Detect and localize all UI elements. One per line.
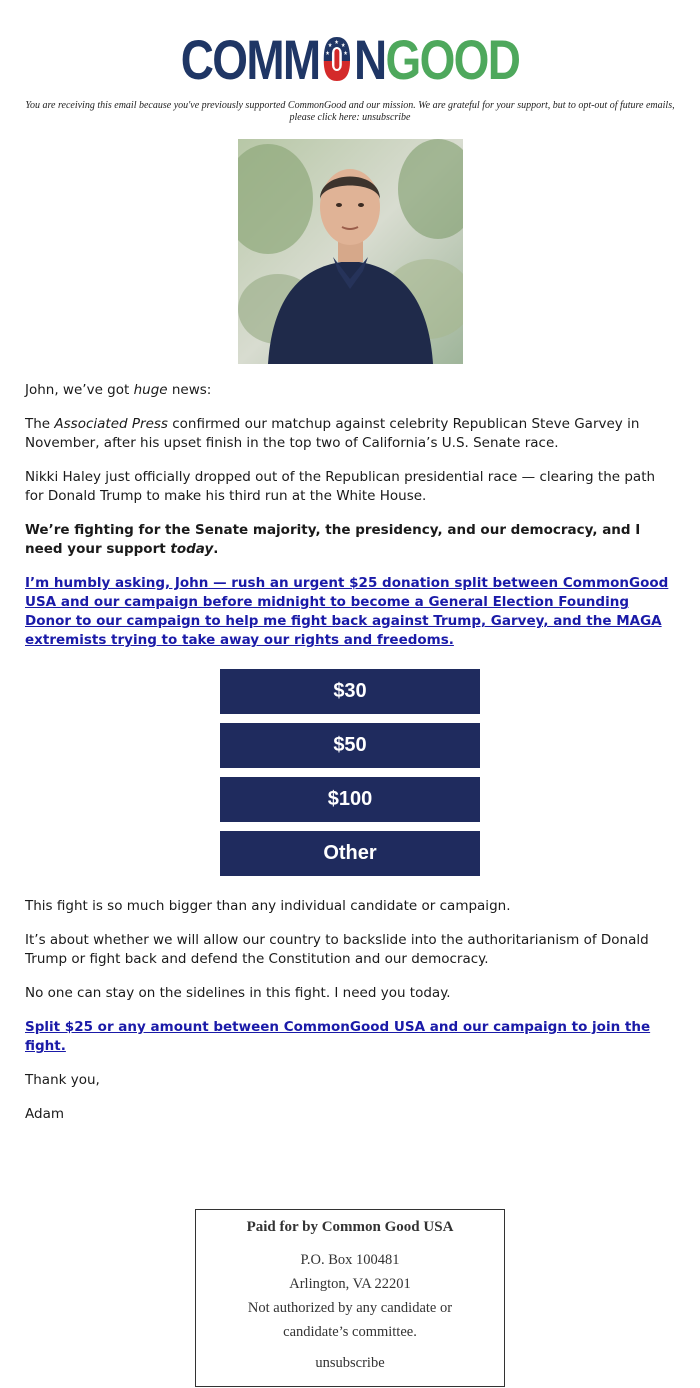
greeting-prefix: John, we’ve got [25,382,134,398]
donation-ask-link[interactable]: I’m humbly asking, John — rush an urgent $25 donation split between CommonGood USA and our campaign before midnight to become a General Election Founding Donor to our campaign to help me fight back against Trump, Garvey, and the MAGA extremists trying to take away our rights and freedoms. [25,575,669,648]
not-authorized-line-1: Not authorized by any candidate or [247,1300,453,1316]
footer-address [196,1248,504,1344]
p1-suffix: confirmed our matchup against celebrity Republican Steve Garvey in November, after his upset finish in the top two of California’s U.S. Senate race. [25,416,640,451]
candidate-photo-image [238,139,463,364]
p1-prefix: The [25,416,55,432]
paragraph-haley: Nikki Haley just officially dropped out of the Republican presidential race — clearing the path for Donald Trump to make his third run at the White House. [25,469,656,504]
city-state: Arlington, VA 22201 [289,1276,411,1292]
donate-50-button[interactable]: $50 [220,723,480,768]
svg-text:★: ★ [327,42,331,50]
closing: Thank you, [25,1072,100,1088]
paragraph-bigger: This fight is so much bigger than any individual candidate or campaign. [25,898,511,914]
disclaimer-text: You are receiving this email because you've previously supported CommonGood and our mission. We are grateful for your support, but to opt-out of future emails, please click here: [25,100,675,123]
donate-30-button[interactable]: $30 [220,669,480,714]
greeting [25,381,675,400]
logo-star-o-icon [320,35,353,83]
paragraph-sidelines: No one can stay on the sidelines in this fight. I need you today. [25,985,451,1001]
logo-n-text: N [353,28,386,91]
email-body-bottom [25,897,675,1124]
paragraph-authoritarianism: It’s about whether we will allow our country to backslide into the authoritarianism of Donald Trump or fight back and defend the Constitution and our democracy. [25,932,649,967]
candidate-photo [238,139,463,364]
svg-text:★: ★ [334,39,338,47]
logo-good-text: GOOD [385,28,520,91]
greeting-suffix: news: [167,382,212,398]
greeting-emphasis: huge [133,382,168,398]
svg-text:★: ★ [340,42,344,50]
svg-text:★: ★ [343,50,347,58]
p1-emphasis: Associated Press [54,416,168,432]
paid-for-text: Paid for by Common Good USA [246,1219,454,1235]
email-body-top [25,381,675,650]
not-authorized-line-2: candidate’s committee. [283,1324,417,1340]
paid-for-footer [195,1209,505,1387]
commongood-logo [63,30,637,90]
po-box: P.O. Box 100481 [300,1252,400,1268]
paragraph-fighting [25,521,675,559]
header-unsubscribe-link[interactable]: unsubscribe [362,112,411,123]
footer-unsubscribe-link[interactable]: unsubscribe [315,1355,385,1371]
email-disclaimer [20,100,680,124]
p3-suffix: . [213,541,219,557]
donate-100-button[interactable]: $100 [220,777,480,822]
donate-other-button[interactable]: Other [220,831,480,876]
paragraph-ask [25,574,675,650]
logo-common-text: COMM [180,28,320,91]
paragraph-ap [25,415,675,453]
paragraph-split [25,1018,675,1056]
split-donation-link[interactable]: Split $25 or any amount between CommonGood USA and our campaign to join the fight. [25,1019,651,1054]
p3-prefix: We’re fighting for the Senate majority, the presidency, and our democracy, and I need your support [25,522,641,557]
p3-emphasis: today [170,541,214,557]
svg-text:★: ★ [325,50,329,58]
signature: Adam [25,1106,64,1122]
